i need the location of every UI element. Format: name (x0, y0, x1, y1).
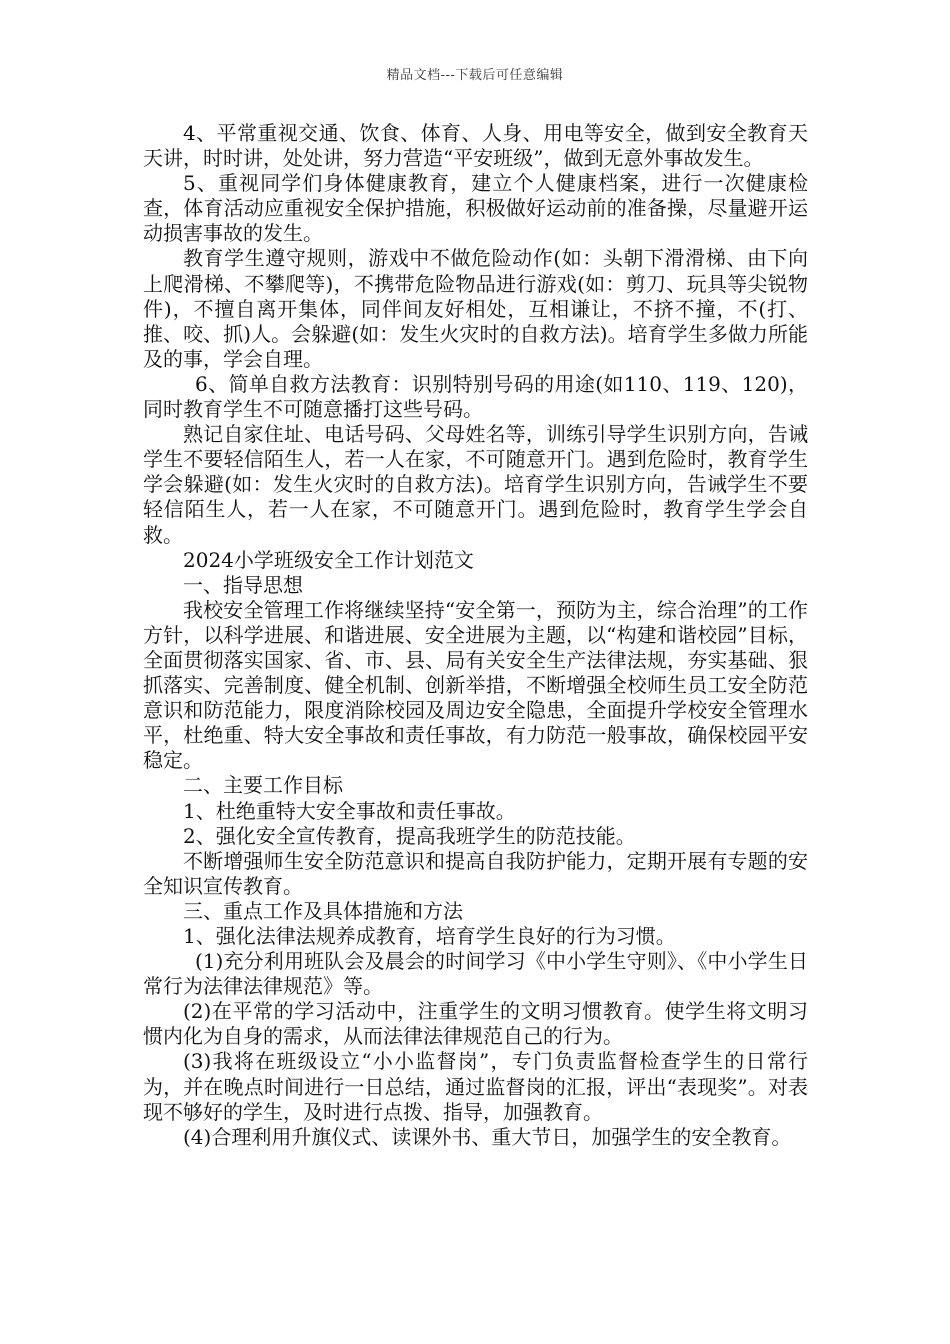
heading-guiding-ideology: 一、指导思想 (183, 572, 303, 597)
paragraph-item-4-safety: 4、平常重视交通、饮食、体育、人身、用电等安全，做到安全教育天天讲，时时讲，处处讲，努力营造“平安班级”，做到无意外事故发生。 (143, 121, 808, 171)
goal-item-1: 1、杜绝重特大安全事故和责任事故。 (183, 798, 516, 823)
document-body (143, 121, 808, 1150)
paragraph-guiding-ideology: 我校安全管理工作将继续坚持“安全第一，预防为主，综合治理”的工作方针，以科学进展、和谐进展、安全进展为主题，以“构建和谐校园”目标，全面贯彻落实国家、省、市、县、局有关安全生产法律法规，夯实基础、狠抓落实、完善制度、健全机制、创新举措，不断增强全校师生员工安全防范意识和防范能力，限度消除校园及周边安全隐患，全面提升学校安全管理水平，杜绝重、特大安全事故和责任事故，有力防范一般事故，确保校园平安稳定。 (143, 597, 808, 773)
heading-main-goals: 二、主要工作目标 (183, 773, 343, 798)
measure-item-1: 1、强化法律法规养成教育，培育学生良好的行为习惯。 (183, 924, 676, 948)
measure-sub-item-2: (2)在平常的学习活动中，注重学生的文明习惯教育。使学生将文明习惯内化为自身的需求，从而法律法律规范自己的行为。 (143, 999, 808, 1049)
paragraph-game-rules: 教育学生遵守规则，游戏中不做危险动作(如：头朝下滑滑梯、由下向上爬滑梯、不攀爬等)，不携带危险物品进行游戏(如：剪刀、玩具等尖锐物件)，不擅自离开集体，同伴间友好相处，互相谦让，不挤不撞，不(打、推、咬、抓)人。会躲避(如：发生火灾时的自救方法)。培育学生多做力所能及的事，学会自理。 (143, 246, 808, 371)
measure-sub-item-3: (3)我将在班级设立“小小监督岗”，专门负责监督检查学生的日常行为，并在晚点时间进行一日总结，通过监督岗的汇报，评出“表现奖”。对表现不够好的学生，及时进行点拨、指导，加强教育。 (143, 1049, 808, 1124)
measure-sub-item-1: (1)充分利用班队会及晨会的时间学习《中小学生守则》、《中小学生日常行为法律法律规范》等。 (143, 949, 808, 999)
heading-key-work: 三、重点工作及具体措施和方法 (183, 898, 463, 923)
section-title: 2024小学班级安全工作计划范文 (183, 547, 474, 572)
page-header: 精品文档---下载后可任意编辑 (386, 68, 564, 83)
goal-item-2: 2、强化安全宣传教育，提高我班学生的防范技能。 (183, 823, 636, 848)
paragraph-goal-detail: 不断增强师生安全防范意识和提高自我防护能力，定期开展有专题的安全知识宣传教育。 (143, 848, 808, 898)
paragraph-address-phone: 熟记自家住址、电话号码、父母姓名等，训练引导学生识别方向，告诫学生不要轻信陌生人，若一人在家，不可随意开门。遇到危险时，教育学生学会躲避(如：发生火灾时的自救方法)。培育学生识别方向，告诫学生不要轻信陌生人，若一人在家，不可随意开门。遇到危险时，教育学生学会自救。 (143, 422, 808, 547)
paragraph-item-6-self-rescue: 6、简单自救方法教育：识别特别号码的用途(如110、119、120)，同时教育学生不可随意播打这些号码。 (143, 371, 808, 422)
measure-sub-item-4: (4)合理利用升旗仪式、读课外书、重大节日，加强学生的安全教育。 (183, 1124, 792, 1149)
paragraph-item-5-health: 5、重视同学们身体健康教育，建立个人健康档案，进行一次健康检查，体育活动应重视安全保护措施，积极做好运动前的准备操，尽量避开运动损害事故的发生。 (143, 171, 808, 246)
